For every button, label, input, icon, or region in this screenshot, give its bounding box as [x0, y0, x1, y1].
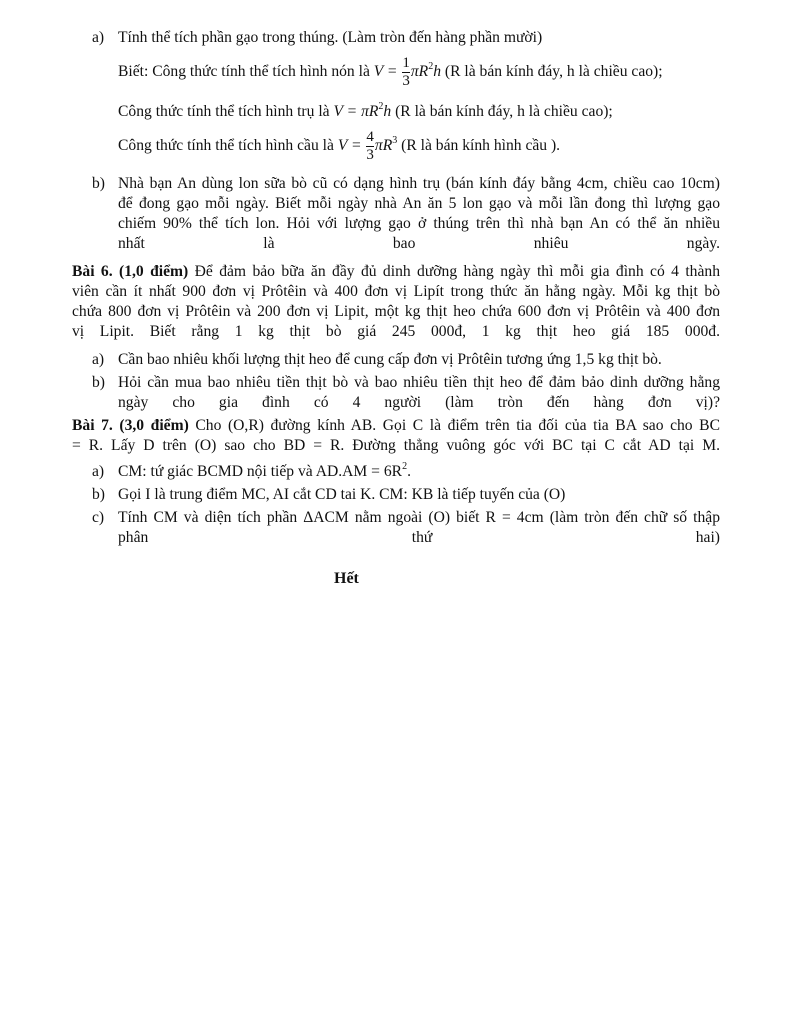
- sec-b-line: để đong gạo mỗi ngày. Biết mỗi ngày nhà An ăn 5 lon gạo và mỗi lần đong thì lượng gạo: [118, 195, 720, 212]
- sec-b-line: chiếm 90% thể tích lon. Hỏi với lượng gạo ở thúng trên thì nhà bạn An có thể ăn nhiều: [118, 215, 720, 232]
- cone-lhs: V =: [373, 63, 398, 80]
- sec-b-label: b): [92, 175, 105, 192]
- cone-h: h: [433, 63, 441, 80]
- cone-R-exp: 2: [428, 61, 434, 72]
- sph-frac-num: 4: [366, 128, 374, 145]
- bai6-line: vị Lipit. Biết rằng 1 kg thịt bò giá 245 000đ, 1 kg thịt heo giá 185 000đ.: [72, 323, 720, 340]
- bai7-a-text: CM: tứ giác BCMD nội tiếp và AD.AM = 6R: [118, 463, 403, 480]
- bai7-b-label: b): [92, 486, 105, 503]
- sphere-formula-line: [118, 128, 560, 164]
- bai6-line: viên cần ít nhất 900 đơn vị Prôtêin và 400 đơn vị Lipít trong thức ăn hằng ngày. Mỗi kg thịt bò: [72, 283, 720, 300]
- bai7-paragraph: [72, 416, 720, 456]
- cone-suffix: (R là bán kính đáy, h là chiều cao);: [444, 63, 663, 80]
- bai7-a-exp: 2: [402, 461, 408, 472]
- cyl-suffix: (R là bán kính đáy, h là chiều cao);: [395, 103, 613, 120]
- bai6-line: [72, 262, 720, 282]
- bai6-line: chứa 800 đơn vị Prôtêin và 200 đơn vị Lipit, một kg thịt heo chứa 600 đơn vị Prôtêin và 400 đơn: [72, 303, 720, 320]
- cyl-R: R: [368, 103, 379, 120]
- cone-frac-den: 3: [402, 72, 410, 89]
- bai7-a-line: [118, 462, 411, 482]
- sph-lhs: V =: [337, 137, 362, 154]
- sph-R-exp: 3: [392, 135, 398, 146]
- bai7-line1-rest: Cho (O,R) đường kính AB. Gọi C là điểm trên tia đối của tia BA sao cho BC: [188, 417, 720, 434]
- bai6-paragraph: [72, 262, 720, 342]
- bai7-heading: Bài 7. (3,0 điểm): [72, 417, 189, 434]
- bai7-a-end: .: [407, 463, 411, 480]
- sph-fraction: [366, 129, 374, 164]
- cone-formula-line: [118, 54, 663, 90]
- sec-b-paragraph: [118, 174, 720, 254]
- sec-a-question: Tính thể tích phần gạo trong thúng. (Làm tròn đến hàng phần mười): [118, 29, 543, 46]
- cone-frac-num: 1: [402, 54, 410, 71]
- bai7-c-line: phân thứ hai): [118, 529, 720, 546]
- sph-prefix: Công thức tính thể tích hình cầu là: [118, 137, 334, 154]
- sec-b-line: Nhà bạn An dùng lon sữa bò cũ có dạng hình trụ (bán kính đáy bằng 4cm, chiều cao 10cm): [118, 175, 720, 192]
- bai6-heading: Bài 6. (1,0 điểm): [72, 263, 189, 280]
- cyl-h: h: [383, 103, 392, 120]
- bai7-a-label: a): [92, 463, 105, 480]
- cyl-R-exp: 2: [378, 101, 384, 112]
- cyl-prefix: Công thức tính thể tích hình trụ là: [118, 103, 330, 120]
- bai7-b-text: Gọi I là trung điểm MC, AI cắt CD tai K. CM: KB là tiếp tuyến của (O): [118, 486, 566, 503]
- sph-R: R: [382, 137, 393, 154]
- bai7-c-label: c): [92, 509, 105, 526]
- bai6-b-paragraph: [118, 373, 720, 413]
- bai6-b-line: ngày cho gia đình có 4 người (làm tròn đến hàng đơn vị)?: [118, 394, 720, 411]
- bai7-c-line: Tính CM và diện tích phần ΔACM nằm ngoài (O) biết R = 4cm (làm tròn đến chữ số thập: [118, 509, 720, 526]
- cyl-pi: π: [361, 103, 369, 120]
- bai6-b-line: Hỏi cần mua bao nhiêu tiền thịt bò và bao nhiêu tiền thịt heo để đảm bảo dinh dưỡng hằng: [118, 374, 720, 391]
- cylinder-formula-line: [118, 102, 613, 122]
- bai7-line: [72, 416, 720, 436]
- cone-prefix: Biết: Công thức tính thể tích hình nón là: [118, 63, 370, 80]
- sec-a-label: a): [92, 29, 105, 46]
- sph-frac-den: 3: [366, 146, 374, 163]
- cyl-lhs: V =: [333, 103, 362, 120]
- cone-R: R: [418, 63, 429, 80]
- bai6-line1-rest: Để đảm bảo bữa ăn đầy đủ dinh dưỡng hàng ngày thì mỗi gia đình có 4 thành: [188, 263, 720, 280]
- end-marker: Hết: [334, 570, 359, 587]
- sph-suffix: (R là bán kính hình cầu ).: [401, 137, 561, 154]
- bai7-c-paragraph: [118, 508, 720, 548]
- bai6-a-text: Cần bao nhiêu khối lượng thịt heo để cung cấp đơn vị Prôtêin tương ứng 1,5 kg thịt bò.: [118, 351, 662, 368]
- bai7-line: = R. Lấy D trên (O) sao cho BD = R. Đường thẳng vuông góc với BC tại C cắt AD tại M.: [72, 437, 720, 454]
- sph-pi: π: [374, 137, 383, 154]
- bai6-b-label: b): [92, 374, 105, 391]
- sec-b-line: nhất là bao nhiêu ngày.: [118, 235, 720, 252]
- bai6-a-label: a): [92, 351, 105, 368]
- cone-pi: π: [410, 63, 419, 80]
- cone-fraction: [402, 55, 410, 90]
